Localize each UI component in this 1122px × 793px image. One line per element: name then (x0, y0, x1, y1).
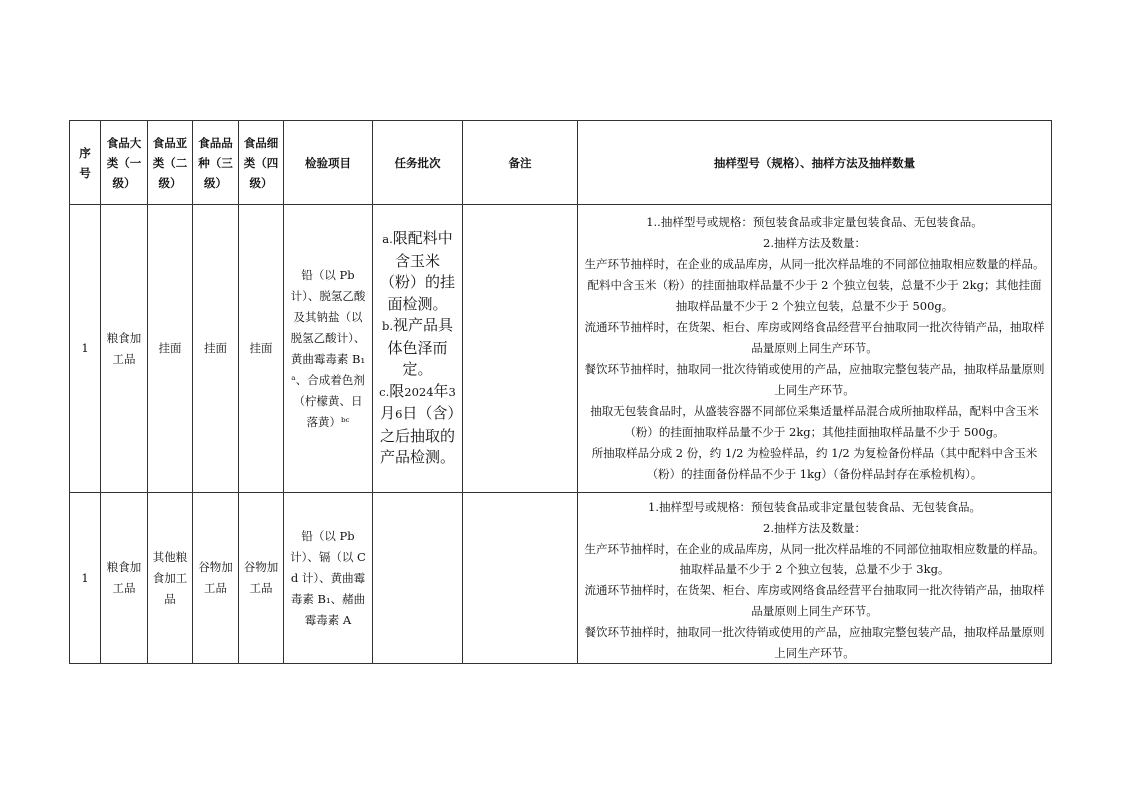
cell-category: 粮食加工品 (101, 493, 148, 664)
table-header-row (70, 121, 1052, 205)
cell-variety: 谷物加工品 (193, 493, 239, 664)
table-row (70, 205, 1052, 493)
header-variety: 食品品种（三级） (193, 121, 239, 205)
cell-test-items: 铅（以 Pb 计）、脱氢乙酸及其钠盐（以脱氢乙酸计）、黄曲霉毒素 B₁ᵃ、合成着色剂（柠檬黄、日落黄）ᵇᶜ (284, 205, 373, 493)
header-subclass: 食品细类（四级） (239, 121, 284, 205)
header-category: 食品大类（一级） (101, 121, 148, 205)
method-line: 1.抽样型号或规格：预包装食品或非定量包装食品、无包装食品。 (648, 500, 981, 514)
cell-task-batch (373, 205, 463, 493)
method-line: 流通环节抽样时，在货架、柜台、库房或网络食品经营平台抽取同一批次待销产品，抽取样品量原则上同生产环节。 (584, 583, 1045, 618)
method-line: 餐饮环节抽样时，抽取同一批次待销或使用的产品，应抽取完整包装产品，抽取样品量原则上同生产环节。 (584, 624, 1045, 660)
method-line: 生产环节抽样时，在企业的成品库房，从同一批次样品堆的不同部位抽取相应数量的样品。配料中含玉米（粉）的挂面抽取样品量不少于 2 个独立包装，总量不少于 2kg；其他挂面抽取样品量不少于 2 个独立包装，总量不少于 500g。 (584, 257, 1045, 313)
header-sampling-method: 抽样型号（规格）、抽样方法及抽样数量 (578, 121, 1052, 205)
cell-remarks (463, 205, 578, 493)
method-line: 流通环节抽样时，在货架、柜台、库房或网络食品经营平台抽取同一批次待销产品，抽取样品量原则上同生产环节。 (584, 320, 1045, 355)
cell-serial: 1 (70, 205, 101, 493)
cell-sampling-method (578, 205, 1052, 493)
cell-category: 粮食加工品 (101, 205, 148, 493)
cell-subcategory: 挂面 (148, 205, 193, 493)
header-task-batch: 任务批次 (373, 121, 463, 205)
cell-subclass: 谷物加工品 (239, 493, 284, 664)
method-line: 所抽取样品分成 2 份，约 1/2 为检验样品，约 1/2 为复检备份样品（其中配料中含玉米（粉）的挂面备份样品不少于 1kg）（备份样品封存在承检机构）。 (591, 446, 1038, 481)
cell-subclass: 挂面 (239, 205, 284, 493)
header-subcategory: 食品亚类（二级） (148, 121, 193, 205)
cell-subcategory: 其他粮食加工品 (148, 493, 193, 664)
header-test-items: 检验项目 (284, 121, 373, 205)
sampling-plan-table (69, 120, 1052, 664)
batch-note-a: a.限配料中含玉米（粉）的挂面检测。 (379, 229, 455, 313)
cell-remarks (463, 493, 578, 664)
method-line: 餐饮环节抽样时，抽取同一批次待销或使用的产品，应抽取完整包装产品，抽取样品量原则上同生产环节。 (584, 362, 1045, 397)
cell-test-items: 铅（以 Pb 计）、镉（以 Cd 计）、黄曲霉毒素 B₁、赭曲霉毒素 A (284, 493, 373, 664)
cell-variety: 挂面 (193, 205, 239, 493)
cell-task-batch (373, 493, 463, 664)
header-serial: 序号 (70, 121, 101, 205)
method-line: 2.抽样方法及数量： (763, 520, 866, 535)
batch-note-b: b.视产品具体色泽而定。 (381, 316, 454, 379)
method-line: 2.抽样方法及数量： (763, 236, 866, 250)
batch-note-c: c.限2024年3月6日（含）之后抽取的产品检测。 (379, 381, 456, 467)
cell-sampling-method (578, 493, 1052, 664)
table-row (70, 493, 1052, 664)
header-remarks: 备注 (463, 121, 578, 205)
method-line: 抽取无包装食品时，从盛装容器不同部位采集适量样品混合成所抽取样品，配料中含玉米（粉）的挂面抽取样品量不少于 2kg；其他挂面抽取样品量不少于 500g。 (590, 404, 1039, 439)
method-line: 生产环节抽样时，在企业的成品库房，从同一批次样品堆的不同部位抽取相应数量的样品。抽取样品量不少于 2 个独立包装，总量不少于 3kg。 (584, 541, 1045, 577)
cell-serial: 1 (70, 493, 101, 664)
method-line: 1..抽样型号或规格：预包装食品或非定量包装食品、无包装食品。 (646, 215, 983, 229)
